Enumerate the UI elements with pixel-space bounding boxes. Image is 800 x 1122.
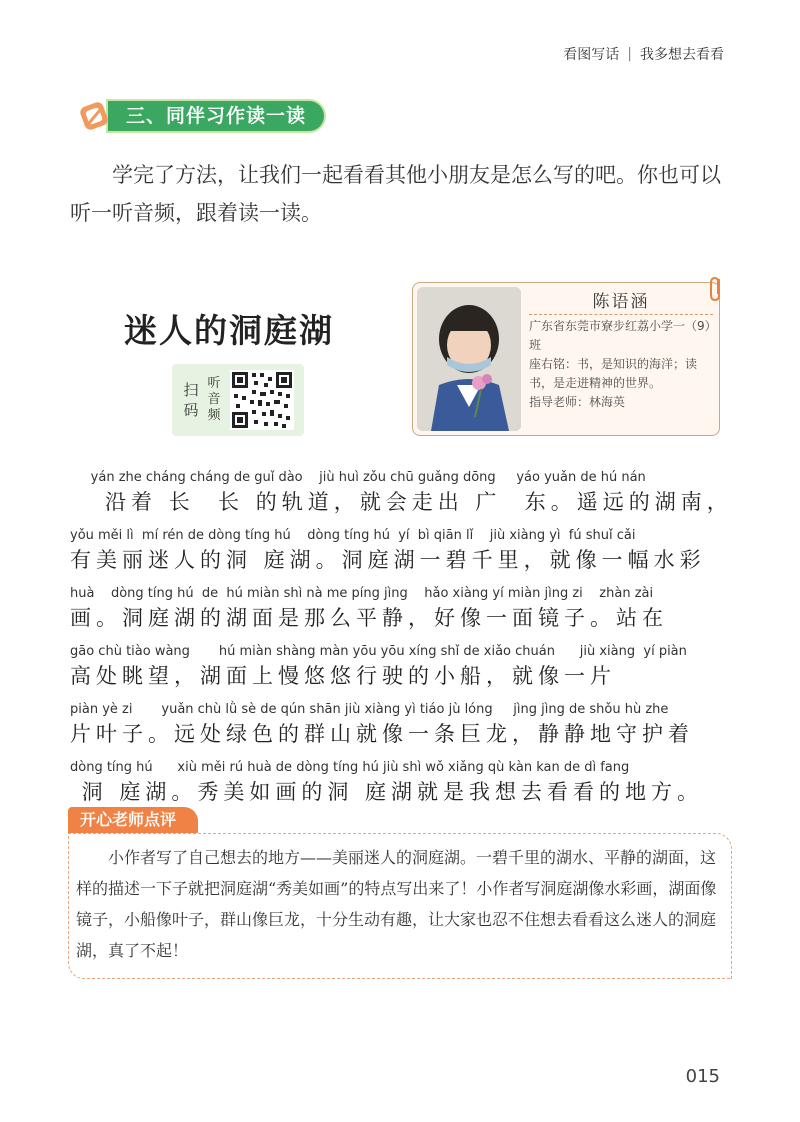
listen-audio-label: 听 音 频 bbox=[207, 376, 221, 423]
pinyin-text: yǒu měi lì mí rén de dòng tíng hú dòng tíng hú yí bì qiān lǐ jiù xiàng yì fú shuǐ cǎi bbox=[70, 528, 636, 543]
pinyin-text: gāo chù tiào wàng hú miàn shàng màn yōu yōu xíng shǐ de xiǎo chuán jiù xiàng yí piàn bbox=[70, 644, 687, 659]
poem-line bbox=[70, 470, 750, 528]
section-banner bbox=[78, 98, 324, 134]
hanzi-text: 沿着 长 长 的轨道，就会走出 广 东。遥远的湖南， bbox=[70, 490, 733, 514]
pinyin-text: dòng tíng hú xiù měi rú huà de dòng tíng hú jiù shì wǒ xiǎng qù kàn kan de dì fang bbox=[70, 760, 630, 775]
hanzi-text: 有美丽迷人的洞 庭湖。洞庭湖一碧千里，就像一幅水彩 bbox=[70, 548, 706, 572]
page-header bbox=[563, 44, 724, 64]
pinyin-poem bbox=[70, 470, 750, 818]
author-school: 广东省东莞市寮步红荔小学一（9）班 bbox=[529, 319, 711, 352]
author-info bbox=[529, 293, 713, 412]
poem-line bbox=[70, 644, 750, 702]
poem-line bbox=[70, 586, 750, 644]
essay-title: 迷人的洞庭湖 bbox=[124, 311, 334, 350]
poem-line bbox=[70, 702, 750, 760]
author-teacher: 指导老师：林海英 bbox=[529, 395, 626, 409]
hanzi-text: 画。洞庭湖的湖面是那么平静，好像一面镜子。站在 bbox=[70, 606, 668, 630]
hanzi-text: 洞 庭湖。秀美如画的洞 庭湖就是我想去看看的地方。 bbox=[70, 780, 704, 804]
poem-line bbox=[70, 528, 750, 586]
author-motto: 座右铭：书，是知识的海洋；读书，是走进精神的世界。 bbox=[529, 357, 698, 390]
author-card bbox=[412, 282, 720, 436]
pinyin-text: huà dòng tíng hú de hú miàn shì nà me píng jìng hǎo xiàng yí miàn jìng zi zhàn zài bbox=[70, 586, 654, 601]
teacher-comment-text: 小作者写了自己想去的地方——美丽迷人的洞庭湖。一碧千里的湖水、平静的湖面，这样的描述一下子就把洞庭湖“秀美如画”的特点写出来了！小作者写洞庭湖像水彩画，湖面像镜子，小船像叶子，群山像巨龙，十分生动有趣，让大家也忍不住想去看看这么迷人的洞庭湖，真了不起！ bbox=[76, 848, 717, 960]
hanzi-text: 高处眺望，湖面上慢悠悠行驶的小船，就像一片 bbox=[70, 664, 616, 688]
teacher-comment-tag: 开心老师点评 bbox=[68, 807, 198, 833]
section-banner-title: 三、同伴习作读一读 bbox=[108, 101, 324, 131]
pinyin-text: yán zhe cháng cháng de guǐ dào jiù huì zǒu chū guǎng dōng yáo yuǎn de hú nán bbox=[70, 470, 646, 485]
hanzi-text: 片叶子。远处绿色的群山就像一条巨龙，静静地守护着 bbox=[70, 722, 694, 746]
pinyin-text: piàn yè zi yuǎn chù lǜ sè de qún shān jiù xiàng yì tiáo jù lóng jìng jìng de shǒu hù zhe bbox=[70, 702, 669, 717]
pencil-badge-icon bbox=[78, 98, 114, 134]
intro-paragraph: 学完了方法，让我们一起看看其他小朋友是怎么写的吧。你也可以听一听音频，跟着读一读。 bbox=[70, 163, 721, 225]
header-section: 看图写话 bbox=[563, 47, 620, 63]
paperclip-icon bbox=[709, 275, 725, 303]
header-separator: | bbox=[627, 46, 632, 62]
author-name: 陈语涵 bbox=[529, 293, 713, 315]
qr-code-icon[interactable] bbox=[230, 370, 294, 430]
author-photo bbox=[417, 287, 521, 431]
header-chapter: 我多想去看看 bbox=[640, 47, 724, 63]
scan-label: 扫 码 bbox=[183, 381, 199, 419]
qr-audio-card[interactable] bbox=[172, 364, 304, 436]
page-number: 015 bbox=[685, 1066, 720, 1087]
